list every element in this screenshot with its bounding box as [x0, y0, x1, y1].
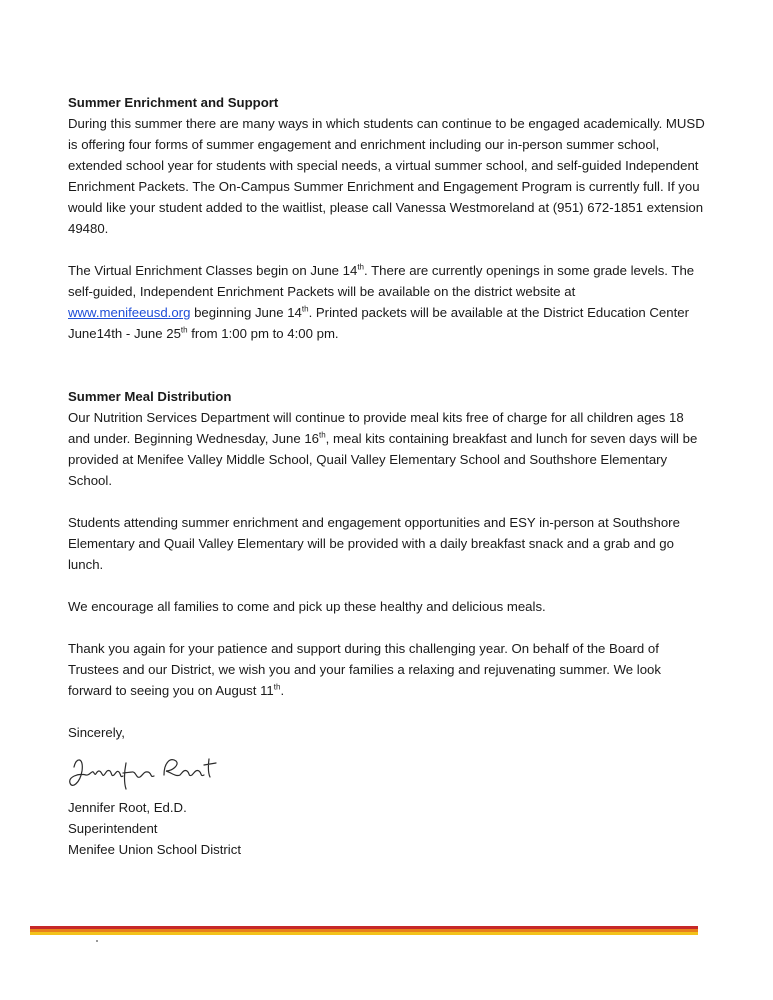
meals-paragraph-1: Our Nutrition Services Department will continue to provide meal kits free of charge for all children ages 18 and under. Beginning Wednesday, June 16th, meal kits containing breakfast and lunch for seven days will be provided at Menifee Valley Middle School, Quail Valley Elementary School and Southshore Elementary School. — [68, 410, 698, 488]
enrichment-paragraph-1: During this summer there are many ways in which students can continue to be engaged academically. MUSD is offering four forms of summer engagement and enrichment including our in-person summer school, extended school year for students with special needs, a virtual summer school, and self-guided Independent Enrichment Packets. The On-Campus Summer Enrichment and Engagement Program is currently full. If you would like your student added to the waitlist, please call Vanessa Westmoreland at (951) 672-1851 extension 49480. — [68, 116, 705, 236]
signature-image — [66, 749, 708, 795]
meals-paragraph-2: Students attending summer enrichment and engagement opportunities and ESY in-person at Southshore Elementary and Quail Valley Elementary will be provided with a daily breakfast snack and a grab and go lunch. — [68, 515, 680, 572]
signer-title: Superintendent — [68, 821, 158, 836]
enrichment-heading: Summer Enrichment and Support — [68, 95, 279, 110]
handwritten-signature-icon — [66, 749, 226, 795]
meals-heading: Summer Meal Distribution — [68, 389, 232, 404]
letter-page — [68, 92, 708, 860]
salutation: Sincerely, — [68, 725, 125, 740]
footer-stripes — [30, 926, 698, 935]
thank-you-paragraph: Thank you again for your patience and support during this challenging year. On behalf of the Board of Trustees and our District, we wish you and your families a relaxing and rejuvenating summer. We look forward to seeing you on August 11th. — [68, 641, 661, 698]
meals-paragraph-3: We encourage all families to come and pick up these healthy and delicious meals. — [68, 599, 546, 614]
footer-dot — [96, 940, 98, 942]
district-website-link[interactable]: www.menifeeusd.org — [68, 305, 191, 320]
enrichment-paragraph-2: The Virtual Enrichment Classes begin on June 14th. There are currently openings in some grade levels. The self-guided, Independent Enrichment Packets will be available on the district website at www.menifeeusd.org beginning June 14th. Printed packets will be available at the District Education Center June14th - June 25th from 1:00 pm to 4:00 pm. — [68, 262, 695, 341]
footer-stripe-gold — [30, 932, 698, 935]
signer-name: Jennifer Root, Ed.D. — [68, 800, 187, 815]
signer-organization: Menifee Union School District — [68, 842, 241, 857]
